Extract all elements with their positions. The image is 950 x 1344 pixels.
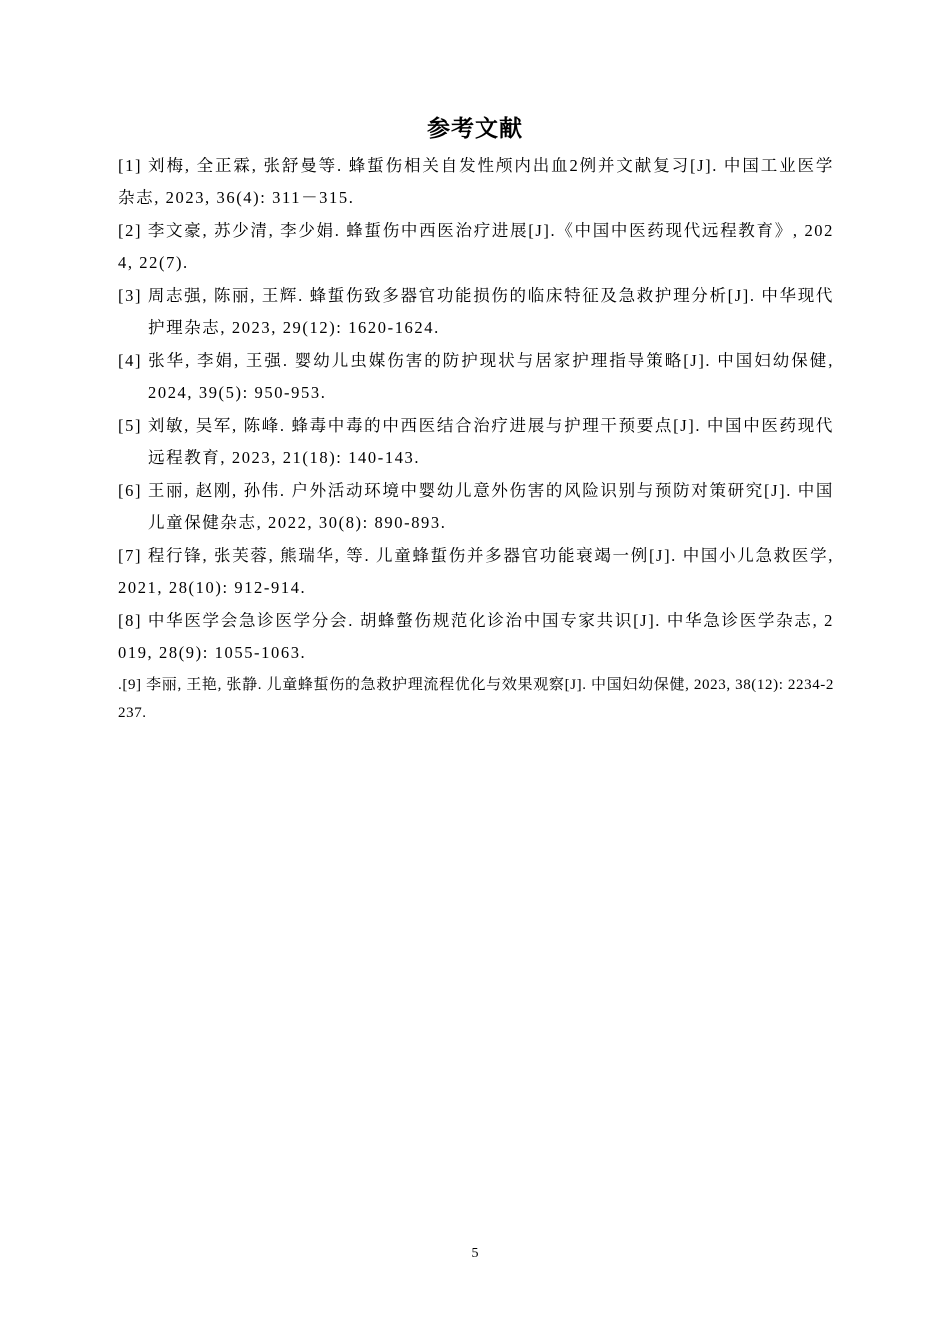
reference-item-7: [7] 程行锋, 张芙蓉, 熊瑞华, 等. 儿童蜂蜇伤并多器官功能衰竭一例[J]. 中国小儿急救医学, 2021, 28(10): 912-914. (118, 546, 834, 597)
reference-item-3: [3] 周志强, 陈丽, 王辉. 蜂蜇伤致多器官功能损伤的临床特征及急救护理分析[J]. 中华现代护理杂志, 2023, 29(12): 1620-1624. (118, 286, 834, 337)
page-number: 5 (471, 1246, 479, 1261)
references-heading: 参考文献 (427, 116, 523, 142)
reference-item-8: [8] 中华医学会急诊医学分会. 胡蜂螫伤规范化诊治中国专家共识[J]. 中华急诊医学杂志, 2019, 28(9): 1055-1063. (118, 611, 834, 662)
reference-item-5: [5] 刘敏, 吴军, 陈峰. 蜂毒中毒的中西医结合治疗进展与护理干预要点[J]. 中国中医药现代远程教育, 2023, 21(18): 140-143. (118, 416, 834, 467)
reference-item-9: .[9] 李丽, 王艳, 张静. 儿童蜂蜇伤的急救护理流程优化与效果观察[J]. 中国妇幼保健, 2023, 38(12): 2234-2237. (118, 677, 834, 721)
reference-item-2: [2] 李文豪, 苏少清, 李少娟. 蜂蜇伤中西医治疗进展[J].《中国中医药现代远程教育》, 2024, 22(7). (118, 221, 834, 272)
reference-item-1: [1] 刘梅, 全正霖, 张舒曼等. 蜂蜇伤相关自发性颅内出血2例并文献复习[J]. 中国工业医学杂志, 2023, 36(4): 311－315. (118, 156, 834, 207)
reference-item-6: [6] 王丽, 赵刚, 孙伟. 户外活动环境中婴幼儿意外伤害的风险识别与预防对策研究[J]. 中国儿童保健杂志, 2022, 30(8): 890-893. (118, 481, 834, 532)
reference-list (118, 150, 834, 728)
reference-item-4: [4] 张华, 李娟, 王强. 婴幼儿虫媒伤害的防护现状与居家护理指导策略[J]. 中国妇幼保健, 2024, 39(5): 950-953. (118, 351, 834, 402)
